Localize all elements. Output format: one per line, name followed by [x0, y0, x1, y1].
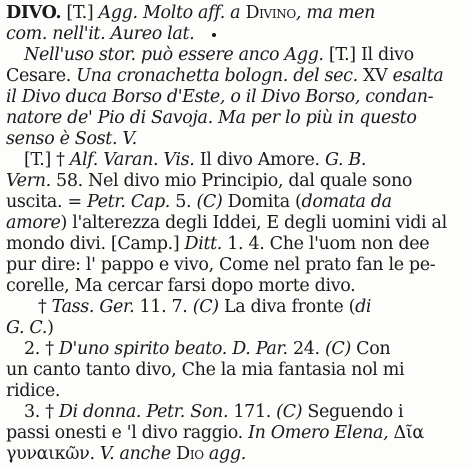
entry-line-10: uscita. = Petr. Cap. 5. (C) Domita (domata da: [6, 192, 392, 212]
entry-line-2: [6, 24, 216, 44]
sense-number: 2. †: [24, 339, 59, 359]
entry-line-21: passi onesti e 'l divo raggio. In Omero Elena, Δῖα: [6, 423, 424, 443]
headword: DIVO.: [6, 3, 62, 23]
entry-line-1: [6, 3, 375, 23]
entry-line-20: 3. † Di donna. Petr. Son. 171. (C) Seguendo i: [24, 402, 404, 422]
greek-text: γυναικῶν.: [6, 444, 100, 464]
entry-line-3: [24, 45, 414, 65]
entry-line-4: Cesare. Una cronachetta bologn. del sec. XV esalta: [6, 66, 444, 86]
entry-line-5: il Divo duca Borso d'Este, o il Divo Borso, condan-: [6, 87, 434, 107]
entry-line-15: † Tass. Ger. 11. 7. (C) La diva fronte (di: [38, 297, 372, 317]
etymology-text: com. nell'it. Aureo lat.: [6, 24, 195, 44]
entry-line-17: 2. † D'uno spirito beato. D. Par. 24. (C) Con: [24, 339, 391, 359]
stray-dot: [212, 33, 216, 37]
entry-line-12: mondo divi. [Camp.] Ditt. 1. 4. Che l'uom non dee: [6, 234, 430, 254]
definition-text: Agg. Molto aff. a: [98, 3, 246, 23]
usage-note: Nell'uso stor. può essere anco Agg.: [24, 45, 324, 65]
entry-line-14: corelle, Ma cercar farsi dopo morte divo.: [6, 276, 356, 296]
entry-line-11: amore) l'alterezza degli Iddei, E degli uomini vidi al: [6, 213, 447, 233]
entry-line-18: un canto tanto divo, Che la mia fantasia nol mi: [6, 360, 405, 380]
entry-line-22: γυναικῶν. V. anche Dio agg.: [6, 444, 246, 464]
cross-reference: Dio: [176, 444, 204, 464]
sense-number: 3. †: [24, 402, 59, 422]
entry-line-19: ridice.: [6, 381, 61, 401]
entry-line-9: Vern. 58. Nel divo mio Principio, dal quale sono: [6, 171, 413, 191]
cross-reference: Divino: [245, 3, 296, 23]
definition-text-cont: , ma men: [295, 3, 376, 23]
entry-line-16: G. C.): [6, 318, 54, 338]
source-tag: [T.]: [61, 3, 99, 23]
entry-line-8: [T.] † Alf. Varan. Vis. Il divo Amore. G. B.: [24, 150, 367, 170]
greek-text: Δῖα: [388, 423, 424, 443]
usage-example: [T.] Il divo: [323, 45, 414, 65]
entry-line-7: senso è Sost. V.: [6, 129, 137, 149]
entry-line-6: natore de' Pio di Savoja. Ma per lo più in questo: [6, 108, 417, 128]
entry-line-13: pur dire: l' pappo e vivo, Come nel prato fan le pe-: [6, 255, 436, 275]
